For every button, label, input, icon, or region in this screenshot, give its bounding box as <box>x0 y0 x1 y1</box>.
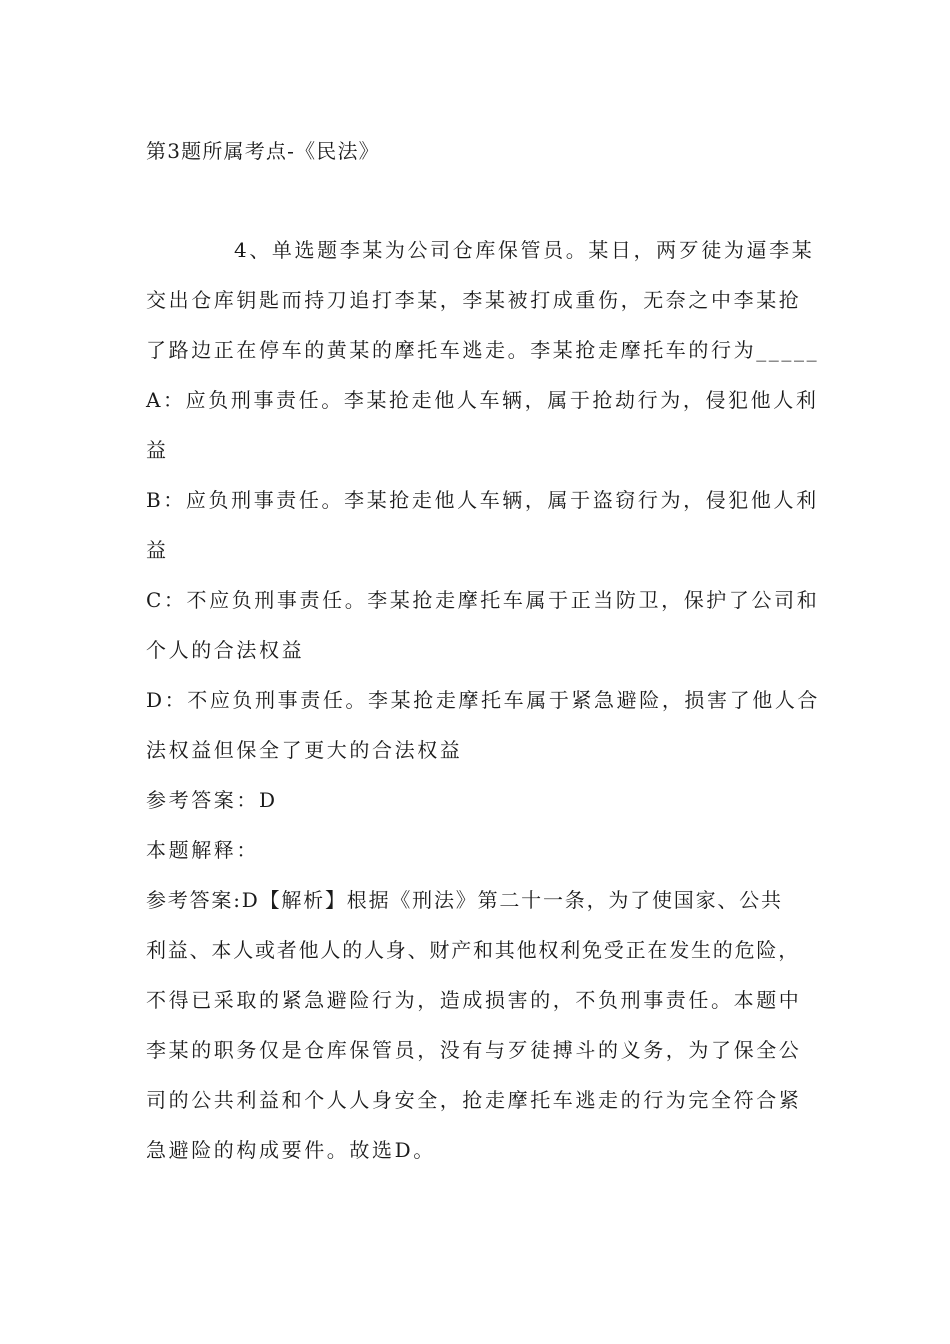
question-line-2: 交出仓库钥匙而持刀追打李某，李某被打成重伤，无奈之中李某抢 <box>146 288 802 312</box>
option-b-line-1: B：应负刑事责任。李某抢走他人车辆，属于盗窃行为，侵犯他人利 <box>146 488 819 512</box>
explanation-line-6: 急避险的构成要件。故选D。 <box>146 1138 436 1162</box>
exam-point-line: 第3题所属考点-《民法》 <box>146 139 380 163</box>
question-line-1: 4、单选题李某为公司仓库保管员。某日，两歹徒为逼李某 <box>234 238 815 262</box>
explanation-line-5: 司的公共利益和个人人身安全，抢走摩托车逃走的行为完全符合紧 <box>146 1088 802 1112</box>
explanation-line-1: 参考答案:D【解析】根据《刑法》第二十一条，为了使国家、公共 <box>146 888 783 912</box>
option-b-line-2: 益 <box>146 538 169 562</box>
explanation-heading: 本题解释： <box>146 838 259 862</box>
explanation-line-3: 不得已采取的紧急避险行为，造成损害的，不负刑事责任。本题中 <box>146 988 802 1012</box>
option-c-line-1: C：不应负刑事责任。李某抢走摩托车属于正当防卫，保护了公司和 <box>146 588 820 612</box>
option-a-line-1: A：应负刑事责任。李某抢走他人车辆，属于抢劫行为，侵犯他人利 <box>146 388 819 412</box>
reference-answer: 参考答案：D <box>146 788 278 812</box>
explanation-line-2: 利益、本人或者他人的人身、财产和其他权利免受正在发生的危险， <box>146 938 800 962</box>
explanation-line-4: 李某的职务仅是仓库保管员，没有与歹徒搏斗的义务，为了保全公 <box>146 1038 802 1062</box>
option-d-line-1: D：不应负刑事责任。李某抢走摩托车属于紧急避险，损害了他人合 <box>146 688 821 712</box>
question-line-3: 了路边正在停车的黄某的摩托车逃走。李某抢走摩托车的行为_____ <box>146 338 820 362</box>
option-c-line-2: 个人的合法权益 <box>146 638 305 662</box>
option-d-line-2: 法权益但保全了更大的合法权益 <box>146 738 463 762</box>
option-a-line-2: 益 <box>146 438 169 462</box>
